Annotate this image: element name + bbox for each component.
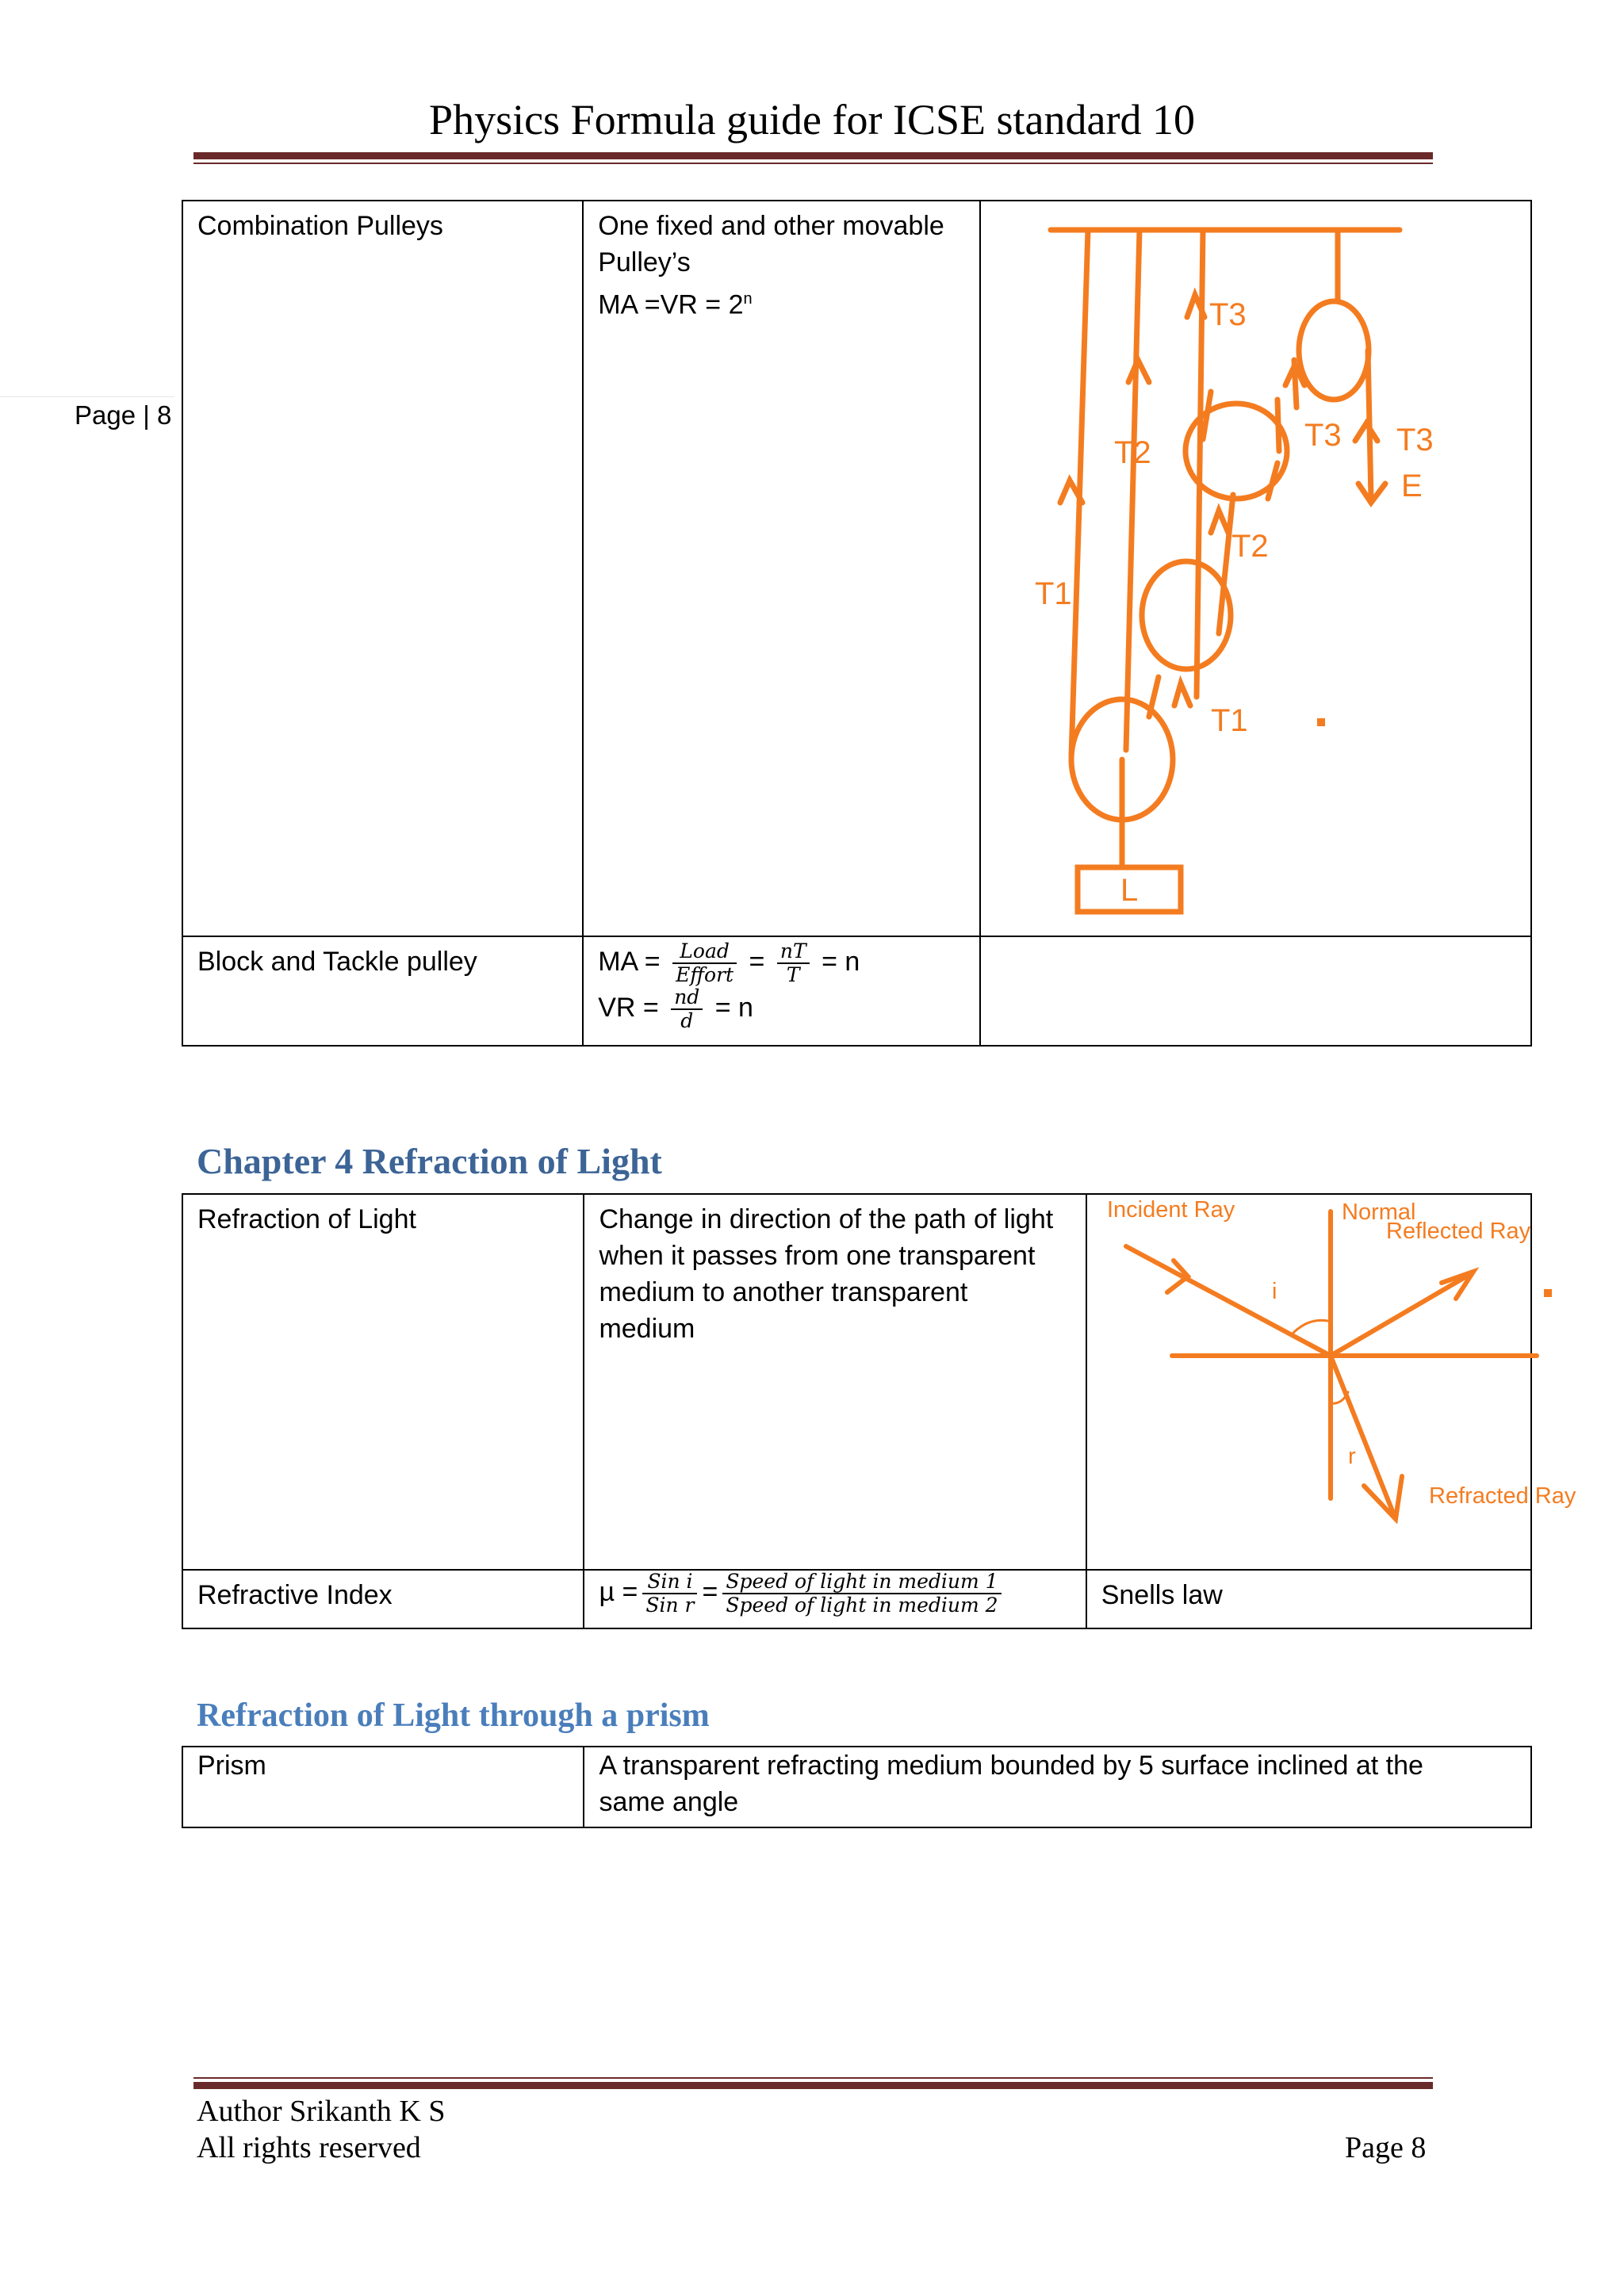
- note-cell: Snells law: [1086, 1570, 1531, 1628]
- fraction-sin: [642, 1571, 697, 1617]
- tension-label: T2: [1231, 529, 1269, 564]
- table-row: [182, 1747, 1531, 1827]
- angle-i-label: i: [1272, 1279, 1277, 1304]
- tension-label: T1: [1210, 703, 1248, 738]
- footer-page-number: Page 8: [1345, 2131, 1427, 2164]
- fraction-nt-t: [777, 940, 810, 986]
- desc-line: same angle: [599, 1787, 739, 1817]
- table-row: [182, 201, 1531, 936]
- term-cell: Prism: [182, 1747, 584, 1827]
- fraction-denominator: T: [786, 963, 800, 986]
- dot-mark: [1544, 1289, 1552, 1297]
- term-cell: Refraction of Light: [182, 1194, 584, 1570]
- formula-text: µ =: [599, 1576, 638, 1607]
- fraction-nd-d: [671, 986, 703, 1032]
- table-row: [182, 936, 1531, 1046]
- table-row: [182, 1570, 1531, 1628]
- fraction-load-effort: [672, 940, 737, 986]
- refraction-diagram: [1086, 1189, 1594, 1538]
- desc-line: Change in direction of the path of light: [599, 1204, 1054, 1234]
- fraction-numerator: Load: [672, 940, 737, 964]
- vr-formula: [598, 986, 965, 1032]
- dot-mark: [1317, 718, 1325, 726]
- fraction-denominator: d: [680, 1009, 694, 1032]
- tension-label: T3: [1304, 418, 1342, 453]
- formula-exponent: n: [743, 290, 753, 308]
- incident-ray: [1126, 1246, 1331, 1356]
- section-heading: Refraction of Light through a prism: [197, 1697, 710, 1734]
- refracted-ray: [1331, 1356, 1396, 1519]
- pulley-middle: [1142, 561, 1231, 669]
- empty-cell: [980, 936, 1531, 1046]
- chapter-heading: Chapter 4 Refraction of Light: [197, 1141, 662, 1181]
- reflected-ray-label: Reflected Ray: [1386, 1219, 1531, 1244]
- fraction-denominator: Speed of light in medium 2: [726, 1594, 998, 1617]
- fraction-denominator: Effort: [676, 963, 734, 986]
- formula-text: MA =: [598, 946, 661, 977]
- desc-line: Pulley’s: [598, 247, 691, 277]
- diagram-cell: [980, 201, 1531, 936]
- ma-formula: [598, 940, 965, 986]
- fraction-numerator: nd: [671, 986, 703, 1010]
- formula-cell: [583, 936, 980, 1046]
- header-rule: [193, 152, 1433, 159]
- angle-r-label: r: [1348, 1444, 1356, 1469]
- formula-text: =: [749, 946, 765, 977]
- tension-label: T3: [1396, 423, 1434, 457]
- footer-author: Author Srikanth K S: [197, 2095, 446, 2128]
- fraction-numerator: Speed of light in medium 1: [722, 1571, 1001, 1594]
- description-cell: [584, 1194, 1086, 1570]
- pulley-top: [1299, 301, 1369, 400]
- reflected-ray: [1331, 1273, 1472, 1356]
- footer-rule-thin: [193, 2077, 1433, 2079]
- header-rule-thin: [193, 163, 1433, 164]
- document-header-title: Physics Formula guide for ICSE standard 10: [429, 96, 1195, 144]
- fraction-numerator: Sin i: [642, 1571, 697, 1594]
- desc-line: One fixed and other movable: [598, 211, 944, 241]
- margin-divider: [0, 396, 174, 397]
- formula-text: = n: [822, 946, 860, 977]
- formula-text: VR =: [598, 992, 659, 1023]
- normal-label: Normal: [1342, 1200, 1416, 1225]
- effort-label: E: [1400, 469, 1423, 503]
- combination-pulley-diagram: [981, 201, 1530, 926]
- desc-line: medium to another transparent: [599, 1277, 968, 1307]
- formula-text: MA =VR = 2: [598, 289, 744, 320]
- refracted-ray-label: Refracted Ray: [1429, 1483, 1576, 1509]
- description-cell: [584, 1747, 1531, 1827]
- desc-line: when it passes from one transparent: [599, 1241, 1036, 1271]
- formula-text: =: [702, 1576, 718, 1607]
- formula-text: = n: [714, 992, 753, 1023]
- footer-rights: All rights reserved: [197, 2131, 421, 2164]
- tension-label: T3: [1208, 297, 1247, 332]
- margin-page-label: Page | 8: [75, 400, 172, 430]
- load-label: L: [1120, 873, 1139, 908]
- prism-table: [182, 1746, 1532, 1828]
- fraction-speed: [722, 1571, 1001, 1617]
- tension-label: T1: [1034, 576, 1072, 611]
- incident-ray-label: Incident Ray: [1107, 1197, 1235, 1223]
- desc-line: A transparent refracting medium bounded by 5 surface inclined at the: [599, 1751, 1423, 1781]
- term-cell: Refractive Index: [182, 1570, 584, 1628]
- fraction-denominator: Sin r: [645, 1594, 695, 1617]
- formula-cell: [584, 1570, 1086, 1628]
- term-cell: Combination Pulleys: [182, 201, 583, 936]
- term-cell: Block and Tackle pulley: [182, 936, 583, 1046]
- footer-rule: [193, 2082, 1433, 2089]
- pulley-table: [182, 200, 1532, 1047]
- desc-line: medium: [599, 1314, 695, 1344]
- fraction-numerator: nT: [777, 940, 810, 964]
- description-cell: [583, 201, 980, 936]
- ma-vr-formula: [598, 281, 965, 323]
- tension-label: T2: [1113, 435, 1151, 470]
